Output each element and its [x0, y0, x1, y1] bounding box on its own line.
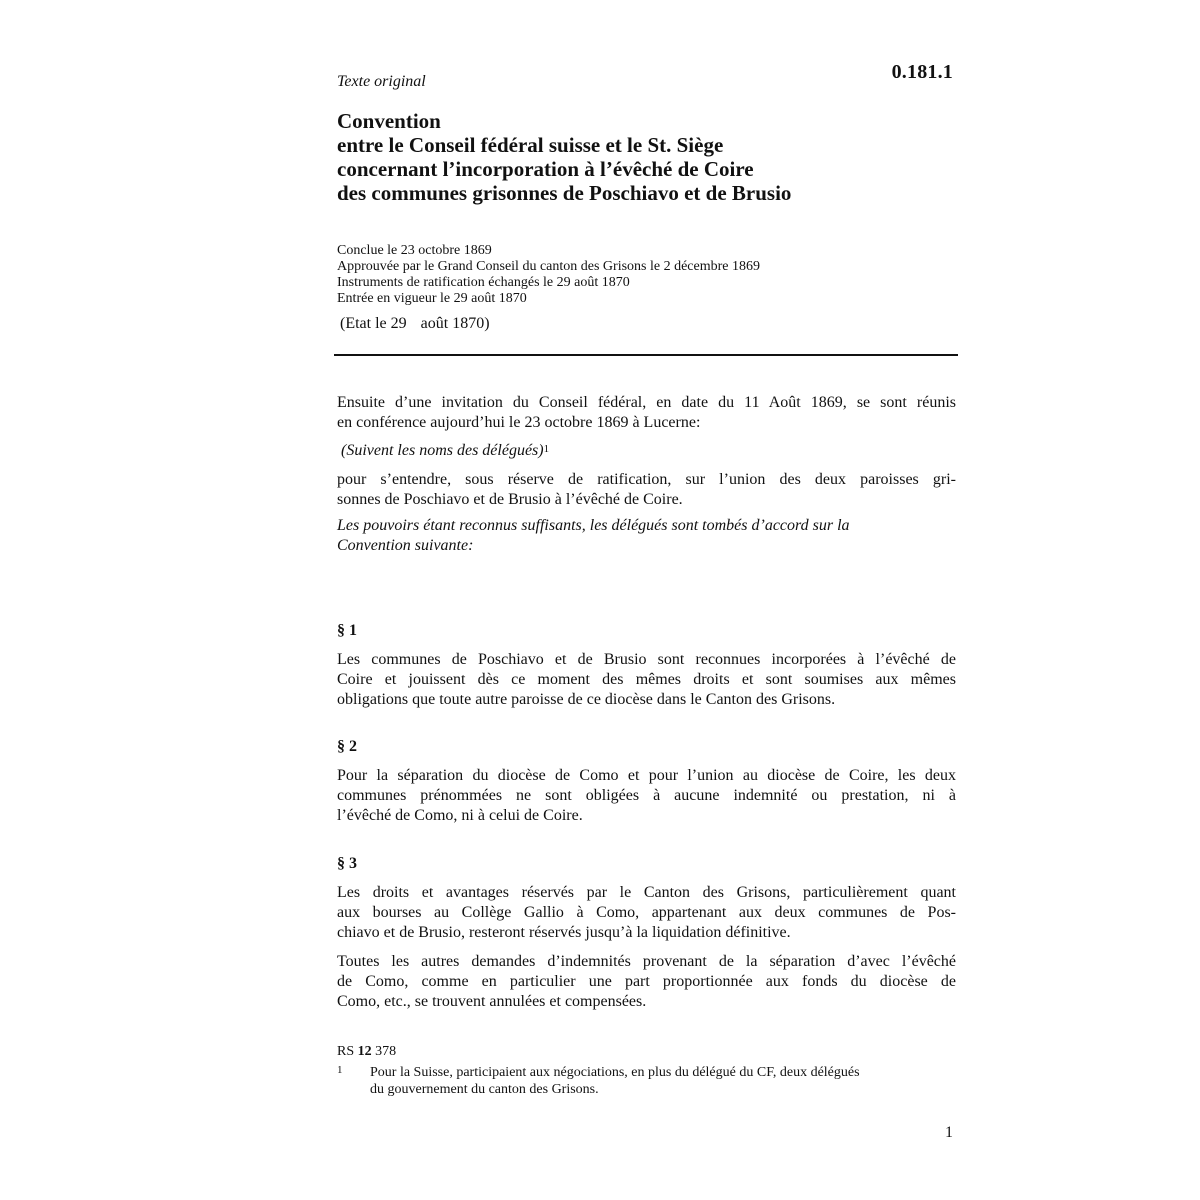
- text-line: obligations que toute autre paroisse de ce diocèse dans le Canton des Grisons.: [337, 691, 836, 708]
- rs-volume: 12: [357, 1044, 372, 1059]
- delegates-text: (Suivent les noms des délégués): [341, 442, 544, 459]
- status-date-close: août 1870): [420, 315, 490, 332]
- text-line: de Como, comme en particulier une part proportionnée aux fonds du diocèse de: [337, 973, 956, 990]
- approved-date: Approuvée par le Grand Conseil du canton des Grisons le 2 décembre 1869: [337, 259, 760, 274]
- section-1-paragraph: [337, 650, 956, 710]
- preamble-paragraph: [337, 470, 956, 510]
- document-number: 0.181.1: [891, 61, 953, 83]
- text-line: communes prénommées ne sont obligées à aucune indemnité ou prestation, ni à: [337, 787, 956, 804]
- text-line: Les pouvoirs étant reconnus suffisants, les délégués sont tombés d’accord sur la: [337, 517, 850, 534]
- title-line: concernant l’incorporation à l’évêché de Coire: [337, 157, 754, 181]
- rs-page: 378: [375, 1044, 397, 1059]
- concluded-date: Conclue le 23 octobre 1869: [337, 243, 492, 258]
- delegates-note: [341, 441, 960, 461]
- document-title: [337, 109, 937, 205]
- title-line: des communes grisonnes de Poschiavo et de Brusio: [337, 181, 792, 205]
- text-line: Coire et jouissent dès ce moment des mêmes droits et sont soumises aux mêmes: [337, 671, 956, 688]
- status-date-open: (Etat le 29: [340, 315, 407, 332]
- footnote-ref: 1: [543, 443, 550, 455]
- rs-prefix: RS: [337, 1044, 355, 1059]
- title-line: entre le Conseil fédéral suisse et le St. Siège: [337, 133, 724, 157]
- entry-into-force-date: Entrée en vigueur le 29 août 1870: [337, 291, 527, 306]
- header-divider: [334, 354, 958, 356]
- rs-reference: [337, 1044, 396, 1060]
- text-line: pour s’entendre, sous réserve de ratification, sur l’union des deux paroisses gri-: [337, 471, 956, 488]
- text-line: l’évêché de Como, ni à celui de Coire.: [337, 807, 583, 824]
- section-heading-2: § 2: [337, 738, 357, 755]
- section-2-paragraph: [337, 766, 956, 826]
- section-3-paragraph-a: [337, 883, 956, 943]
- ratification-date: Instruments de ratification échangés le 29 août 1870: [337, 275, 630, 290]
- text-line: Pour la séparation du diocèse de Como et pour l’union au diocèse de Coire, les deux: [337, 767, 956, 784]
- title-line: Convention: [337, 109, 441, 133]
- text-line: Les communes de Poschiavo et de Brusio sont reconnues incorporées à l’évêché de: [337, 651, 956, 668]
- document-metadata: [337, 243, 760, 307]
- text-line: chiavo et de Brusio, resteront réservés jusqu’à la liquidation définitive.: [337, 924, 791, 941]
- footnote-line: du gouvernement du canton des Grisons.: [370, 1082, 599, 1097]
- text-line: en conférence aujourd’hui le 23 octobre 1869 à Lucerne:: [337, 414, 701, 431]
- text-line: aux bourses au Collège Gallio à Como, appartenant aux deux communes de Pos-: [337, 904, 956, 921]
- text-line: sonnes de Poschiavo et de Brusio à l’évêché de Coire.: [337, 491, 683, 508]
- preamble-paragraph: [337, 393, 956, 433]
- status-date: [340, 315, 490, 333]
- footnote-number: 1: [337, 1064, 343, 1076]
- text-line: Como, etc., se trouvent annulées et compensées.: [337, 993, 647, 1010]
- document-page: [337, 0, 959, 1200]
- text-line: Convention suivante:: [337, 537, 474, 554]
- footnote-line: Pour la Suisse, participaient aux négociations, en plus du délégué du CF, deux délégués: [370, 1065, 860, 1080]
- text-line: Les droits et avantages réservés par le Canton des Grisons, particulièrement quant: [337, 884, 956, 901]
- section-heading-3: § 3: [337, 855, 357, 872]
- original-text-label: Texte original: [337, 73, 426, 90]
- text-line: Toutes les autres demandes d’indemnités provenant de la séparation d’avec l’évêché: [337, 953, 956, 970]
- footnote-1: [337, 1064, 957, 1098]
- text-line: Ensuite d’une invitation du Conseil fédéral, en date du 11 Août 1869, se sont réunis: [337, 394, 956, 411]
- section-3-paragraph-b: [337, 952, 956, 1012]
- preamble-paragraph: [337, 516, 956, 556]
- section-heading-1: § 1: [337, 622, 357, 639]
- page-number: 1: [945, 1124, 953, 1141]
